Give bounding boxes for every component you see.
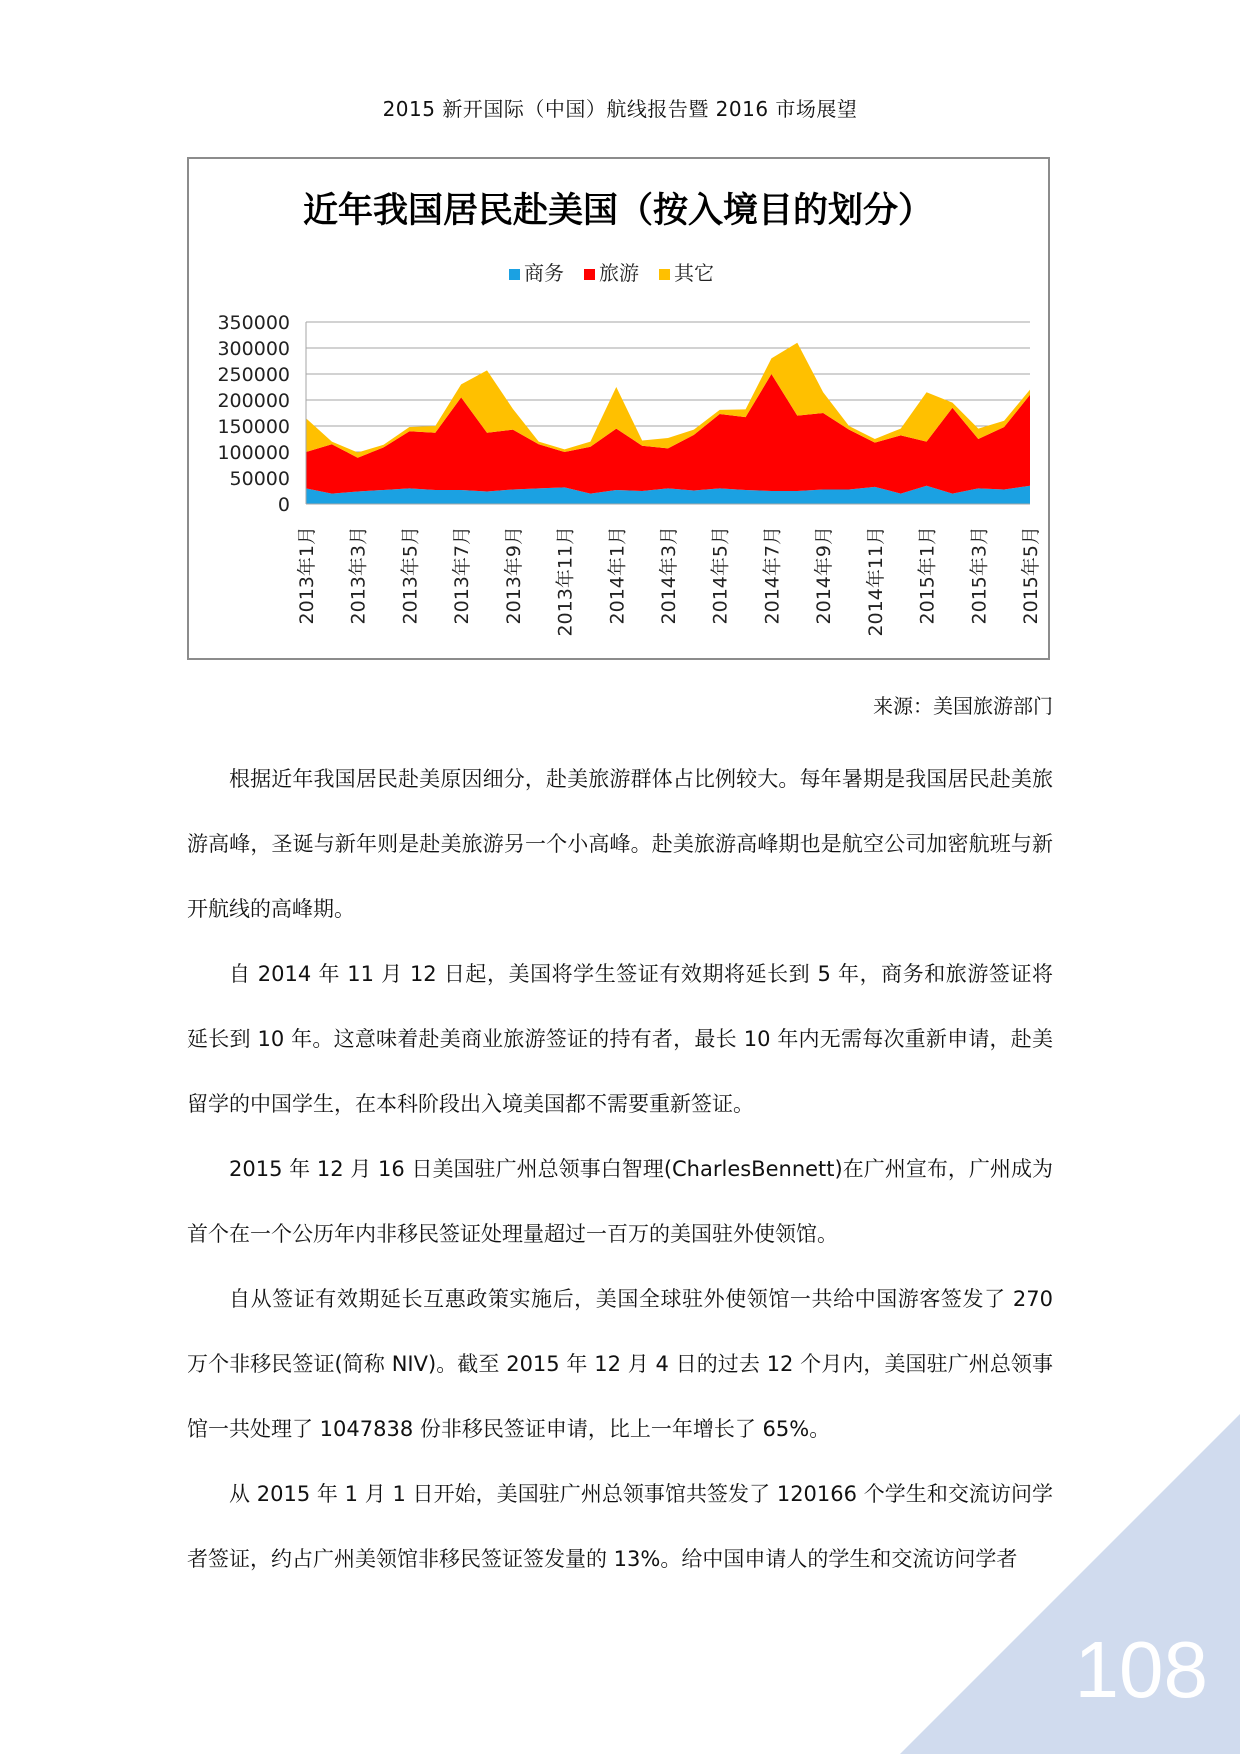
paragraph-3: 2015 年 12 月 16 日美国驻广州总领事白智理(CharlesBennett)在广州宣布，广州成为首个在一个公历年内非移民签证处理量超过一百万的美国驻外使领馆。 bbox=[187, 1157, 1053, 1246]
legend-swatch-2 bbox=[584, 269, 595, 280]
x-tick-label: 2013年11月 bbox=[554, 526, 577, 637]
page-header: 2015 新开国际（中国）航线报告暨 2016 市场展望 bbox=[382, 97, 858, 121]
legend-label-3: 其它 bbox=[674, 261, 714, 285]
chart-title: 近年我国居民赴美国（按入境目的划分） bbox=[302, 191, 934, 231]
chart-legend bbox=[509, 261, 714, 285]
x-tick-label: 2013年9月 bbox=[502, 526, 525, 625]
x-axis bbox=[296, 504, 1042, 637]
y-tick-label: 0 bbox=[277, 494, 290, 516]
x-tick-label: 2013年1月 bbox=[296, 526, 318, 625]
x-tick-label: 2013年5月 bbox=[399, 526, 422, 625]
y-tick-label: 150000 bbox=[217, 416, 290, 438]
area-chart bbox=[189, 159, 1048, 658]
x-tick-label: 2014年7月 bbox=[761, 526, 784, 625]
x-tick-label: 2014年9月 bbox=[813, 526, 836, 625]
x-tick-label: 2014年11月 bbox=[864, 526, 887, 637]
x-tick-label: 2015年1月 bbox=[916, 526, 939, 625]
paragraph-2: 自 2014 年 11 月 12 日起，美国将学生签证有效期将延长到 5 年，商务和旅游签证将延长到 10 年。这意味着赴美商业旅游签证的持有者，最长 10 年内无需每次重新申请，赴美留学的中国学生，在本科阶段出入境美国都不需要重新签证。 bbox=[187, 962, 1053, 1116]
paragraph-5: 从 2015 年 1 月 1 日开始，美国驻广州总领事馆共签发了 120166 个学生和交流访问学者签证，约占广州美领馆非移民签证签发量的 13%。给中国申请人的学生和交流访问学者 bbox=[187, 1482, 1053, 1571]
x-tick-label: 2013年7月 bbox=[451, 526, 474, 625]
x-tick-label: 2015年5月 bbox=[1020, 526, 1042, 625]
page-number: 108 bbox=[1074, 1625, 1208, 1714]
x-tick-label: 2015年3月 bbox=[968, 526, 991, 625]
legend-swatch-1 bbox=[509, 269, 520, 280]
x-tick-label: 2014年1月 bbox=[606, 526, 629, 625]
y-tick-label: 300000 bbox=[217, 338, 290, 360]
chart-areas bbox=[306, 343, 1030, 504]
paragraph-4: 自从签证有效期延长互惠政策实施后，美国全球驻外使领馆一共给中国游客签发了 270 万个非移民签证(简称 NIV)。截至 2015 年 12 月 4 日的过去 12 个月内，美国驻广州总领事馆一共处理了 1047838 份非移民签证申请，比上一年增长了 65%。 bbox=[187, 1287, 1053, 1441]
x-tick-label: 2014年5月 bbox=[709, 526, 732, 625]
chart-container bbox=[187, 157, 1050, 660]
y-tick-label: 200000 bbox=[217, 390, 290, 412]
paragraph-1: 根据近年我国居民赴美原因细分，赴美旅游群体占比例较大。每年暑期是我国居民赴美旅游高峰，圣诞与新年则是赴美旅游另一个小高峰。赴美旅游高峰期也是航空公司加密航班与新开航线的高峰期。 bbox=[187, 767, 1053, 921]
y-tick-label: 100000 bbox=[217, 442, 290, 464]
y-tick-label: 250000 bbox=[217, 364, 290, 386]
legend-swatch-3 bbox=[659, 269, 670, 280]
x-tick-label: 2014年3月 bbox=[658, 526, 680, 625]
x-tick-label: 2013年3月 bbox=[347, 526, 370, 625]
y-axis bbox=[217, 312, 306, 516]
chart-source: 来源：美国旅游部门 bbox=[873, 694, 1053, 718]
y-tick-label: 350000 bbox=[217, 312, 290, 334]
legend-label-1: 商务 bbox=[524, 261, 564, 285]
legend-label-2: 旅游 bbox=[599, 261, 639, 285]
y-tick-label: 50000 bbox=[229, 468, 290, 490]
